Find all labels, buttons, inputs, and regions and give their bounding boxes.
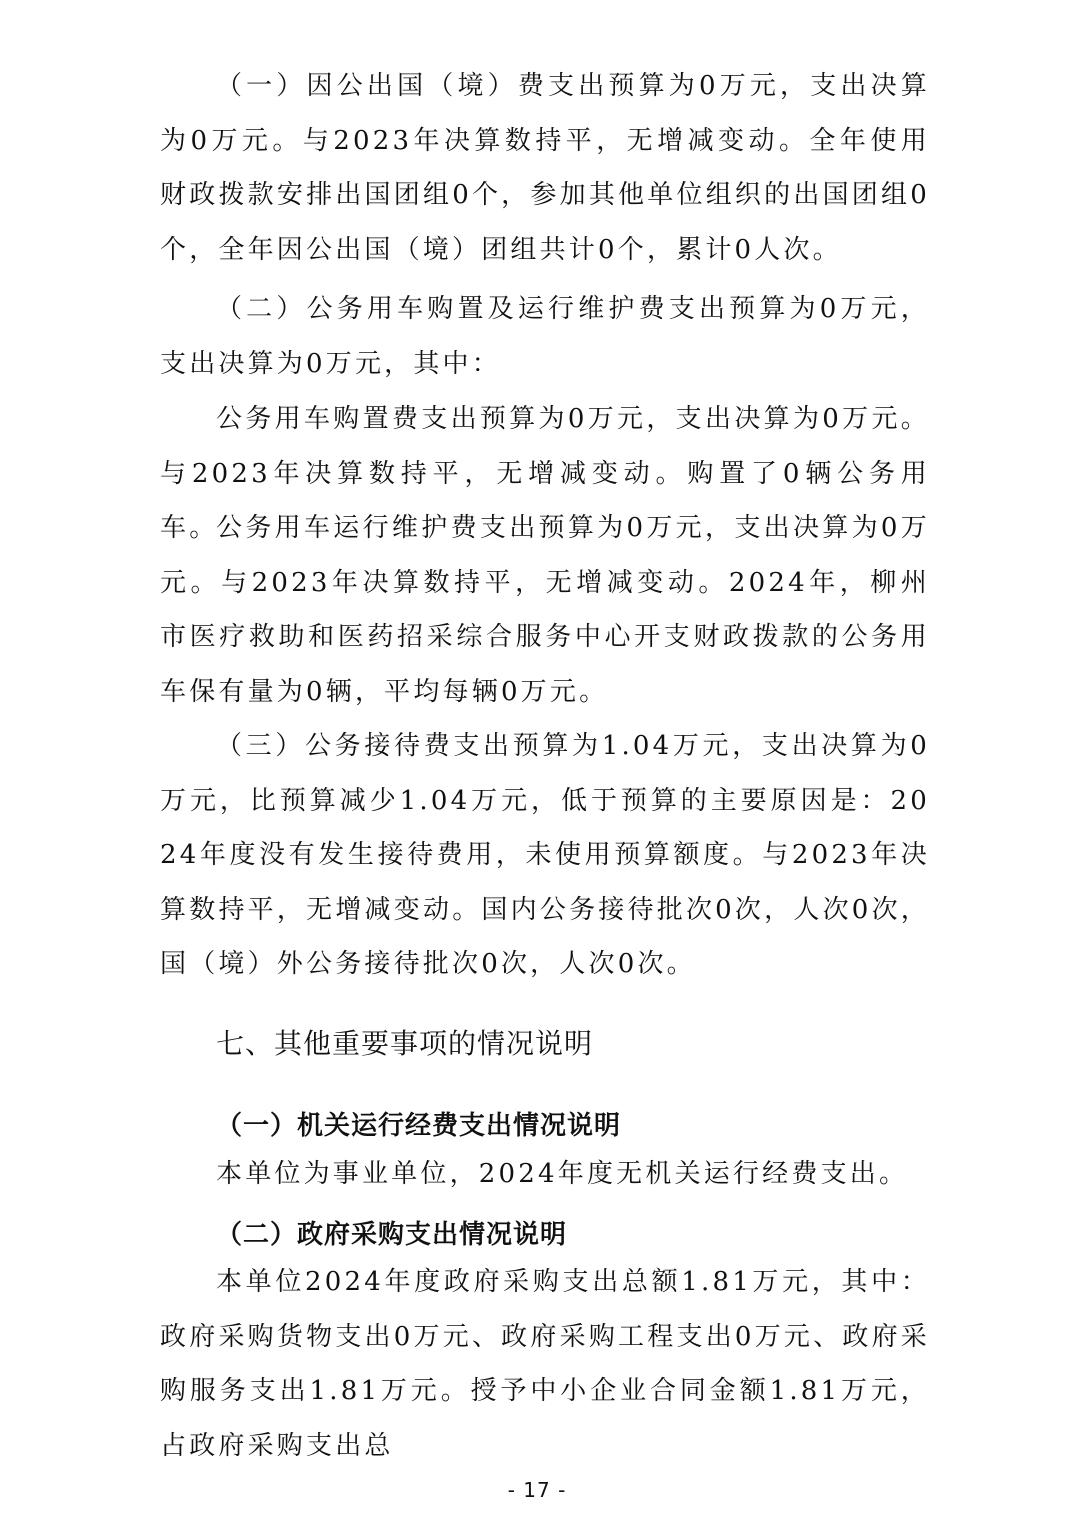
paragraph-reception: （三）公务接待费支出预算为1.04万元，支出决算为0万元，比预算减少1.04万元，低于预算的主要原因是：2024年度没有发生接待费用，未使用预算额度。与2023年决算数持平，无增减变动。国内公务接待批次0次，人次0次，国（境）外公务接待批次0次，人次0次。 [160, 731, 930, 979]
subheading-procurement: （二）政府采购支出情况说明 [216, 1220, 568, 1250]
subheading-operating-expenses: （一）机关运行经费支出情况说明 [216, 1111, 622, 1141]
paragraph-vehicle-maintenance: 公务用车运行维护费支出预算为0万元，支出决算为0万元。与2023年决算数持平，无增减变动。2024年，柳州市医疗救助和医药招采综合服务中心开支财政拨款的公务用车保有量为0辆，平均每辆0万元。 [160, 513, 930, 707]
paragraph-vehicle-overview: （二）公务用车购置及运行维护费支出预算为0万元，支出决算为0万元，其中： [160, 294, 930, 379]
paragraph-vehicle-purchase: 公务用车购置费支出预算为0万元，支出决算为0万元。与2023年决算数持平，无增减变动。购置了0辆公务用车。 [160, 404, 930, 543]
paragraph-operating-expenses: 本单位为事业单位，2024年度无机关运行经费支出。 [216, 1159, 909, 1189]
paragraph-overseas-travel: （一）因公出国（境）费支出预算为0万元，支出决算为0万元。与2023年决算数持平，无增减变动。全年使用财政拨款安排出国团组0个，参加其他单位组织的出国团组0个，全年因公出国（境）团组共计0个，累计0人次。 [160, 71, 930, 265]
paragraph-procurement: 本单位2024年度政府采购支出总额1.81万元，其中：政府采购货物支出0万元、政府采购工程支出0万元、政府采购服务支出1.81万元。授予中小企业合同金额1.81万元，占政府采购支出总 [160, 1267, 930, 1461]
section-heading-other-matters: 七、其他重要事项的情况说明 [216, 1027, 594, 1060]
page-number: - 17 - [507, 1478, 567, 1502]
